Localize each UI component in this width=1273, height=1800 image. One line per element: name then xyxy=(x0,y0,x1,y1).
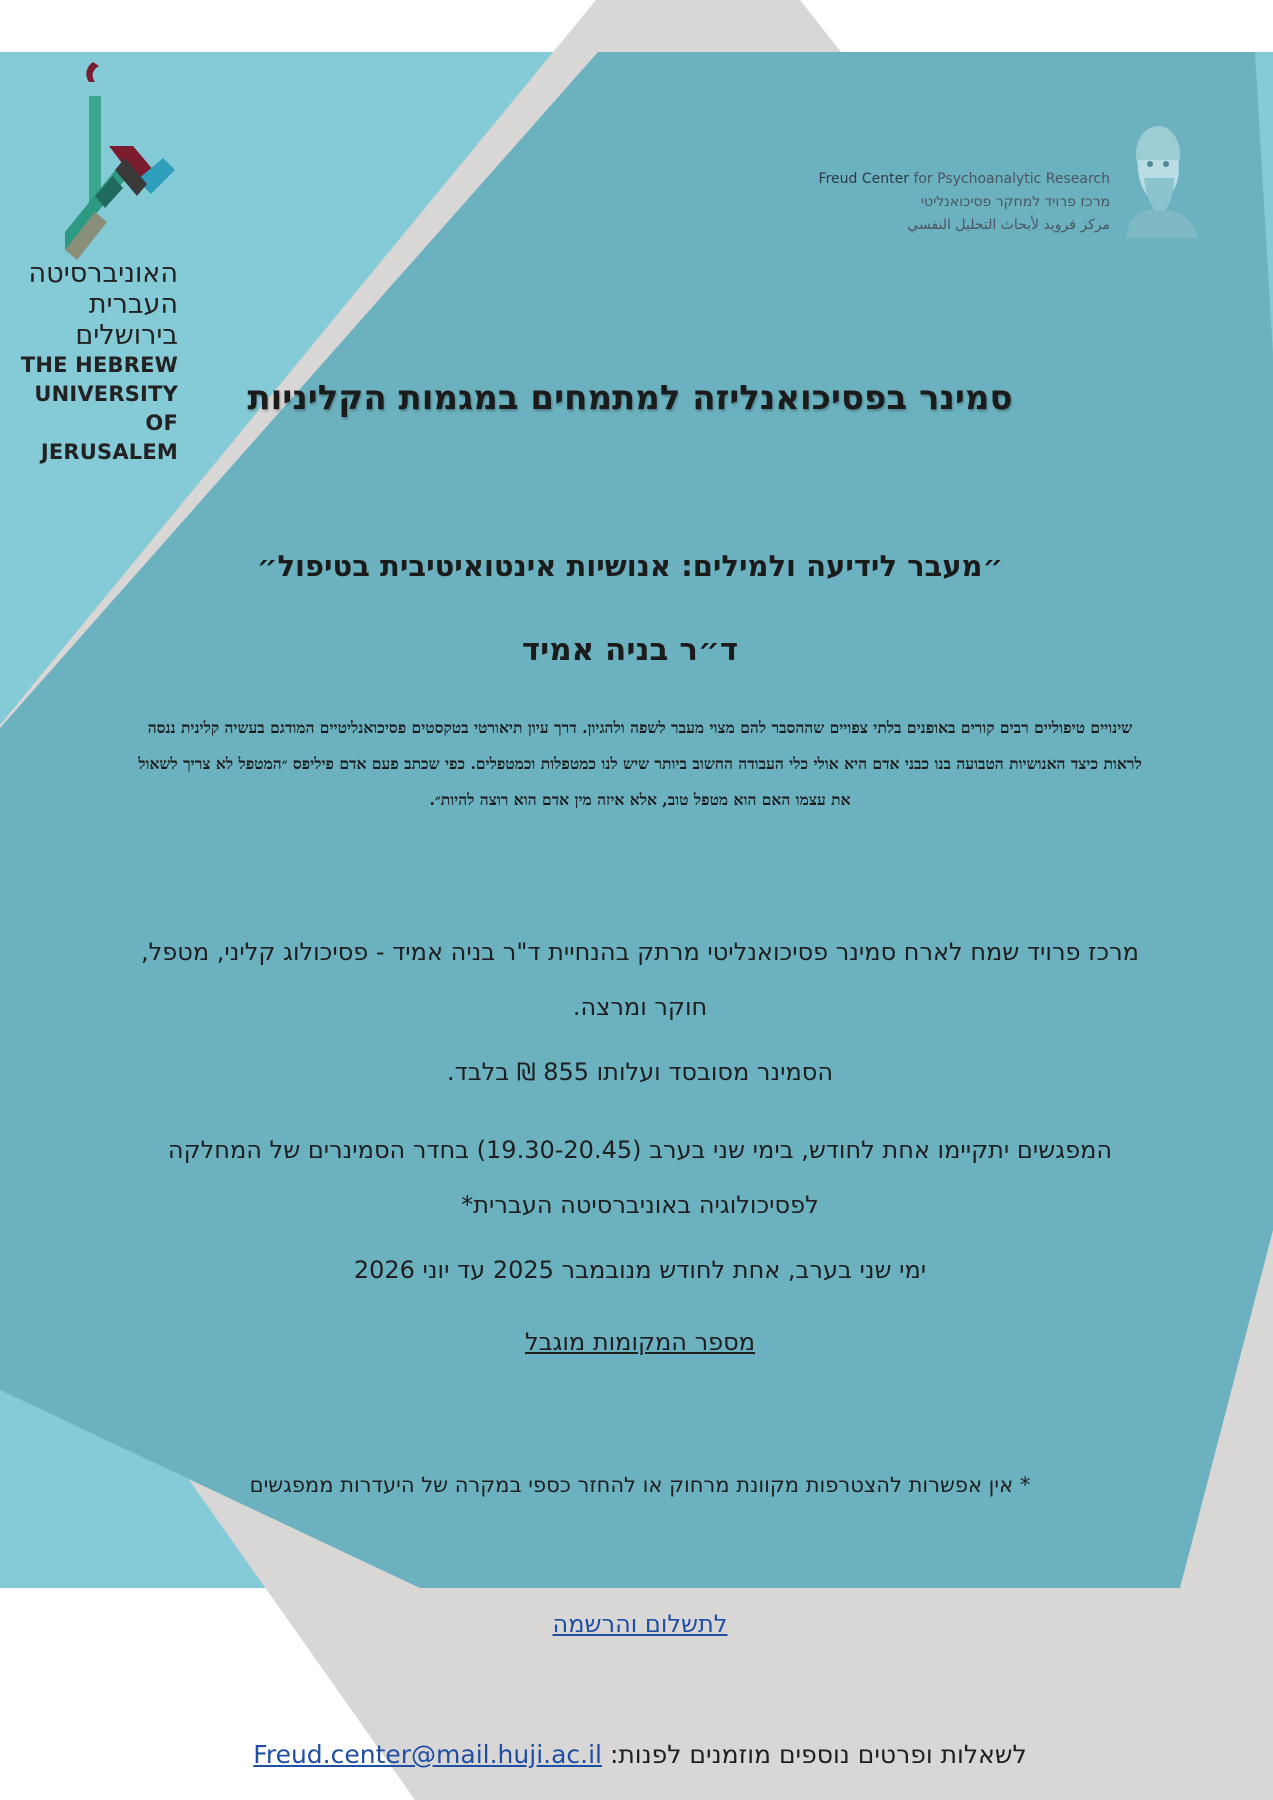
university-name-en-3: OF JERUSALEM xyxy=(40,411,178,464)
hebrew-university-name xyxy=(8,258,178,467)
seminar-title: סמינר בפסיכואנליזה למתמחים במגמות הקליניות xyxy=(247,378,1013,418)
university-name-he-2: העברית xyxy=(88,289,178,320)
university-name-en-2: UNIVERSITY xyxy=(34,382,178,406)
contact-line xyxy=(130,1740,1150,1769)
contact-email-link[interactable]: Freud.center@mail.huji.ac.il xyxy=(253,1740,602,1769)
freud-center-name-ar: مركز فرويد لأبحاث التحليل النفسي xyxy=(907,217,1110,233)
limited-seats-notice xyxy=(130,1328,1150,1356)
limited-seats-text: מספר המקומות מוגבל xyxy=(524,1328,756,1356)
intro-paragraph: מרכז פרויד שמח לארח סמינר פסיכואנליטי מרתק בהנחיית ד"ר בניה אמיד - פסיכולוג קליני, מטפל, חוקר ומרצה. xyxy=(141,938,1139,1021)
payment-registration-link[interactable]: לתשלום והרשמה xyxy=(552,1610,728,1638)
speaker-name: ד״ר בניה אמיד xyxy=(521,632,739,668)
university-name-he-1: האוניברסיטה xyxy=(28,258,178,289)
footnote: * אין אפשרות להצטרפות מקוונת מרחוק או להחזר כספי במקרה של היעדרות ממפגשים xyxy=(249,1473,1031,1497)
hebrew-university-emblem xyxy=(55,60,185,260)
contact-prefix: לשאלות ופרטים נוספים מוזמנים לפנות: xyxy=(609,1740,1027,1769)
freud-center-logo xyxy=(818,120,1202,240)
freud-portrait-icon xyxy=(1116,120,1202,238)
price-line: הסמינר מסובסד ועלותו 855 ₪ בלבד. xyxy=(447,1058,833,1086)
freud-center-name-he: מרכז פרויד למחקר פסיכואנליטי xyxy=(920,194,1110,210)
university-name-he-3: בירושלים xyxy=(75,320,178,351)
university-name-en-1: THE HEBREW xyxy=(20,353,178,377)
lecture-subtitle: ״מעבר לידיעה ולמילים: אנושיות אינטואיטיבית בטיפול״ xyxy=(256,549,1004,583)
schedule-paragraph: המפגשים יתקיימו אחת לחודש, בימי שני בערב (19.30-20.45) בחדר הסמינרים של המחלקה לפסיכולוגיה באוניברסיטה העברית* xyxy=(167,1136,1113,1219)
dates-line: ימי שני בערב, אחת לחודש מנובמבר 2025 עד יוני 2026 xyxy=(353,1256,927,1284)
freud-center-name-en: Freud Center for Psychoanalytic Research xyxy=(818,171,1110,187)
abstract-paragraph: שינויים טיפוליים רבים קורים באופנים בלתי צפויים שההסבר להם מצוי מעבר לשפה ולהגיון. דרך עיון תיאורטי בטקסטים פסיכואנליטיים המודגם בעשיה קלינית ננסה לראות כיצד האנושיות הטבועה בנו כבני אדם היא אולי כלי העבודה החשוב ביותר שיש לנו כמטפלות וכמטפלים. כפי שכתב פעם אדם פיליפס ״המטפל לא צריך לשאול את עצמו האם הוא מטפל טוב, אלא איזה מין אדם הוא רוצה להיות״. xyxy=(138,718,1142,809)
register-section xyxy=(130,1610,1150,1638)
